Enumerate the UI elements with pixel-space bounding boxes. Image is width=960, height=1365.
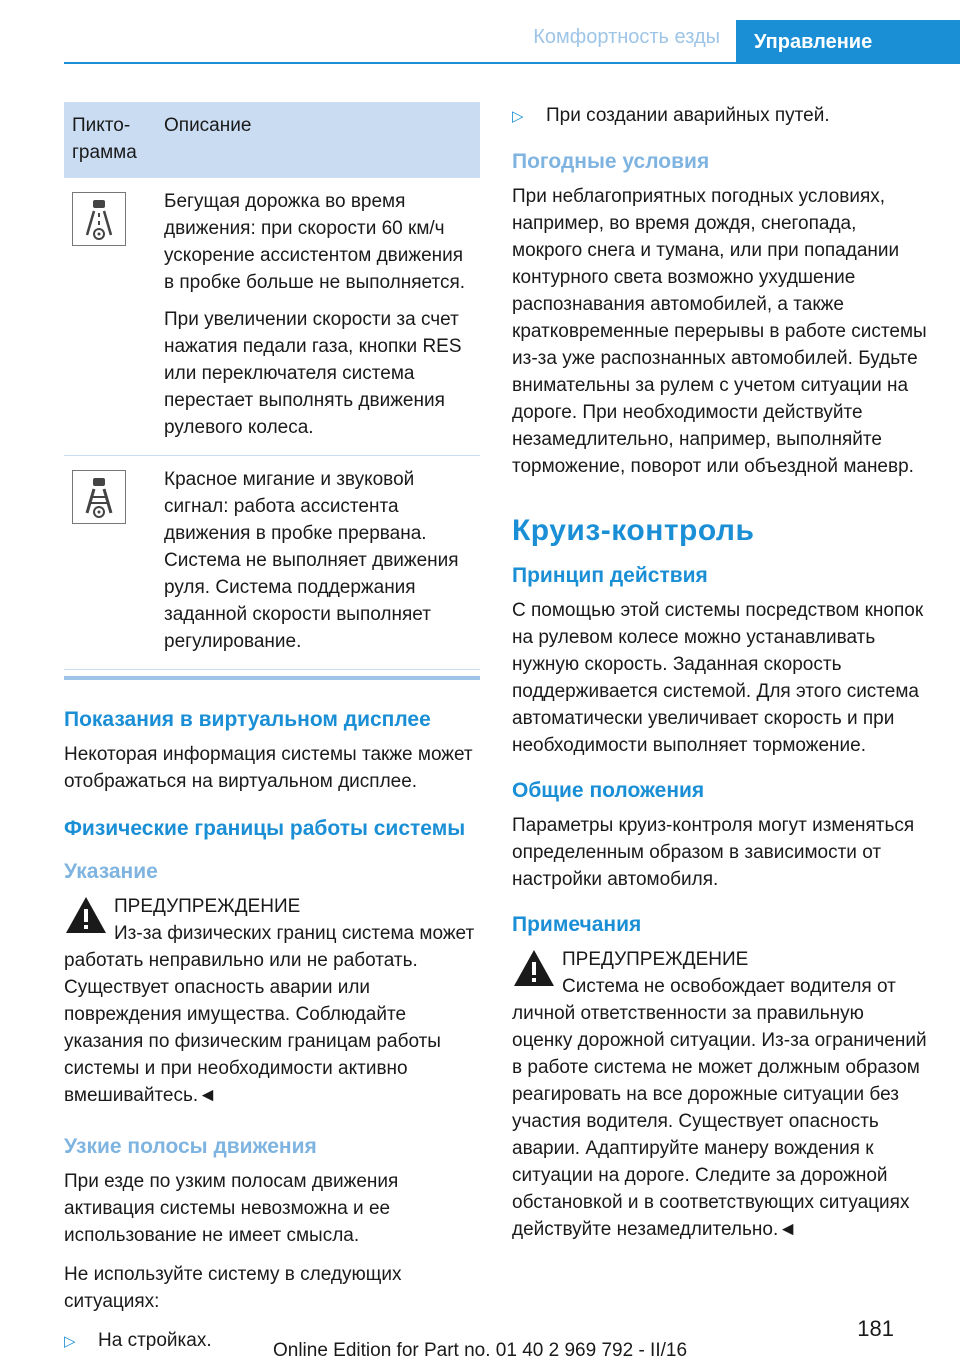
table-row — [64, 456, 480, 670]
warning-title: ПРЕДУПРЕЖДЕНИЕ — [562, 949, 749, 970]
table-header-row — [64, 102, 480, 178]
table-header-description: Описание — [156, 102, 480, 178]
edition-footer: Online Edition for Part no. 01 40 2 969 792 - II/16 — [272, 1340, 688, 1361]
warning-text: Из-за физических границ система может работать неправильно или не работать. Существует опасность аварии или повреждения имущества. Соблюдайте указания по физическим границам работы системы и при необходимости активно вмешивайтесь.◄ — [64, 923, 475, 1106]
paragraph-dont-use: Не используйте систему в следующих ситуациях: — [64, 1264, 402, 1312]
description-paragraph: Красное мигание и звуковой сигнал: работа ассистента движения в пробке прервана. Система не выполняет движения руля. Система поддержания заданной скорости выполняет регулирование. — [164, 469, 459, 652]
description-paragraph: При увеличении скорости за счет нажатия педали газа, кнопки RES или переключателя система перестает выполнять движения рулевого колеса. — [164, 309, 462, 438]
warning-triangle-icon — [64, 895, 108, 935]
heading-principle: Принцип действия — [512, 564, 708, 587]
table-row — [64, 178, 480, 456]
breadcrumb-active-chapter[interactable]: Управление — [736, 20, 960, 64]
paragraph-principle: С помощью этой системы посредством кнопок на рулевом колесе можно устанавливать нужную скорость. Заданная скорость поддерживается системой. Для этого система автоматически увеличивает скорость и при необходимости выполняет торможение. — [512, 600, 924, 756]
heading-note: Указание — [64, 860, 158, 883]
right-column — [512, 102, 928, 1253]
list-item-text: При создании аварийных путей. — [546, 105, 830, 126]
page-number: 181 — [857, 1316, 894, 1341]
heading-narrow-lanes: Узкие полосы движения — [64, 1135, 317, 1158]
table-cell-icon — [64, 456, 156, 670]
description-paragraph: Бегущая дорожка во время движения: при скорости 60 км/ч ускорение ассистентом движения в пробке больше не выполняется. — [164, 191, 466, 293]
warning-text: Система не освобождает водителя от личной ответственности за правильную оценку дорожной ситуации. Из-за ограничений в работе система не может должным образом реагировать на все дорожные ситуации без участия водителя. Существует опасность аварии. Адаптируйте манеру вождения к ситуации на дороге. Следите за дорожной обстановкой и в соответствующих ситуациях действуйте незамедлительно.◄ — [512, 976, 927, 1240]
heading-weather: Погодные условия — [512, 150, 710, 173]
breadcrumb-section[interactable]: Комфортность езды — [533, 26, 720, 48]
table-cell-icon — [64, 178, 156, 456]
heading-general: Общие положения — [512, 779, 705, 802]
table-header-picto: Пикто-грамма — [64, 102, 156, 178]
table-cell-description — [156, 456, 480, 670]
heading-physical-limits: Физические границы работы системы — [64, 817, 466, 840]
bullet-triangle-icon: ▷ — [64, 1333, 76, 1350]
left-column — [64, 102, 480, 1365]
paragraph-narrow-lanes: При езде по узким полосам движения активация системы невозможна и ее использование не имеет смысла. — [64, 1171, 399, 1246]
warning-block — [512, 946, 928, 1243]
paragraph-weather: При неблагоприятных погодных условиях, например, во время дождя, снегопада, мокрого снега и тумана, или при попадании контурного света возможно ухудшение распознавания автомобилей, а также кратковременные перерывы в работе системы из-за уже распознанных автомобилей. Будьте внимательны за рулем с учетом ситуации на дороге. При необходимости действуйте незамедлительно, например, выполняйте торможение, поворот или объездной маневр. — [512, 186, 927, 477]
pictogram-table — [64, 102, 480, 670]
warning-title: ПРЕДУПРЕЖДЕНИЕ — [114, 896, 301, 917]
paragraph-general: Параметры круиз-контроля могут изменяться определенным образом в зависимости от настройки автомобиля. — [512, 815, 915, 890]
lane-assist-icon — [72, 192, 126, 246]
list-item-text: На стройках. — [98, 1330, 212, 1351]
paragraph-virtual-display: Некоторая информация системы также может отображаться на виртуальном дисплее. — [64, 744, 473, 792]
heading-cruise-control: Круиз-контроль — [512, 514, 755, 547]
page-header — [0, 0, 960, 64]
header-rule — [64, 62, 960, 64]
table-cell-description — [156, 178, 480, 456]
lane-assist-warning-icon — [72, 470, 126, 524]
list-item — [512, 102, 928, 130]
heading-remarks: Примечания — [512, 913, 642, 936]
bullet-triangle-icon: ▷ — [512, 108, 524, 125]
heading-virtual-display: Показания в виртуальном дисплее — [64, 708, 431, 731]
warning-triangle-icon — [512, 948, 556, 988]
warning-block — [64, 893, 480, 1109]
